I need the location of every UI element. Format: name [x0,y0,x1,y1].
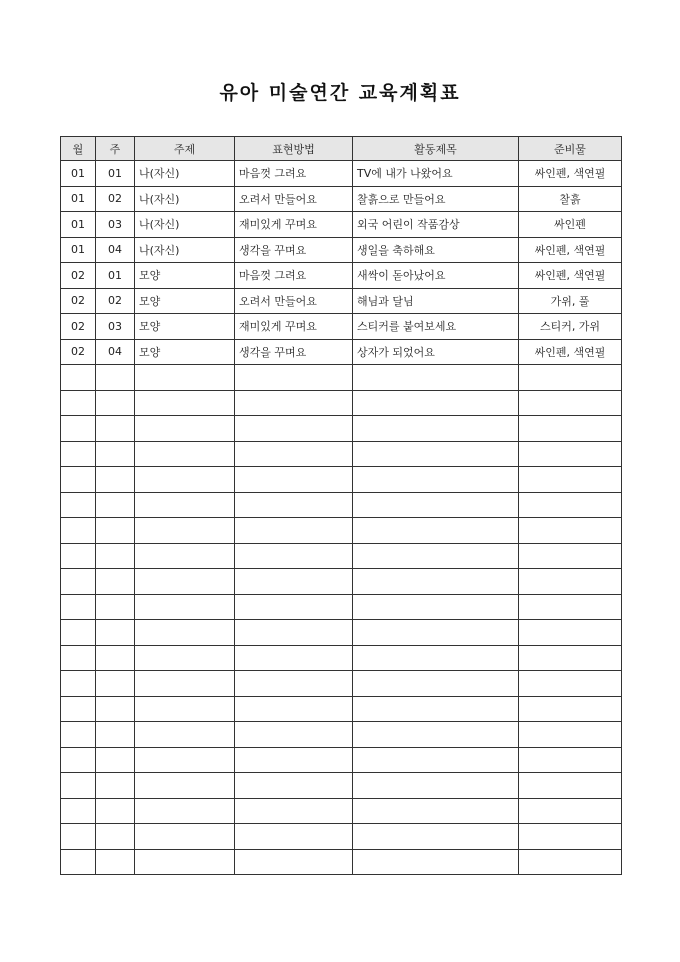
empty-cell [96,773,135,799]
month-cell: 02 [61,263,96,289]
table-body [61,161,622,875]
empty-cell [61,441,96,467]
theme-cell: 나(자신) [135,186,235,212]
empty-cell [353,543,519,569]
empty-cell [519,365,622,391]
empty-cell [235,747,353,773]
empty-cell [96,798,135,824]
empty-cell [235,416,353,442]
table-row [61,314,622,340]
empty-cell [519,645,622,671]
materials-cell: 싸인펜, 색연필 [519,237,622,263]
empty-cell [61,518,96,544]
empty-table-row [61,773,622,799]
empty-cell [96,467,135,493]
materials-cell: 싸인펜 [519,212,622,238]
empty-cell [519,569,622,595]
empty-cell [135,416,235,442]
empty-cell [61,747,96,773]
empty-cell [235,365,353,391]
empty-cell [353,849,519,875]
empty-cell [135,798,235,824]
table-header-row [61,137,622,161]
empty-cell [353,671,519,697]
empty-cell [235,390,353,416]
empty-cell [235,569,353,595]
empty-cell [353,365,519,391]
empty-cell [353,594,519,620]
empty-cell [135,620,235,646]
empty-cell [135,467,235,493]
empty-cell [135,518,235,544]
theme-cell: 모양 [135,339,235,365]
header-month: 월 [61,137,96,161]
table-row [61,339,622,365]
empty-cell [353,518,519,544]
theme-cell: 나(자신) [135,237,235,263]
empty-cell [519,696,622,722]
empty-cell [235,722,353,748]
empty-cell [235,518,353,544]
empty-cell [235,824,353,850]
empty-cell [353,492,519,518]
empty-table-row [61,849,622,875]
header-theme: 주제 [135,137,235,161]
empty-cell [135,492,235,518]
empty-cell [96,824,135,850]
empty-cell [235,620,353,646]
empty-cell [61,365,96,391]
empty-cell [61,543,96,569]
plan-table [60,136,622,875]
empty-cell [135,722,235,748]
method-cell: 재미있게 꾸며요 [235,314,353,340]
empty-cell [96,390,135,416]
week-cell: 03 [96,212,135,238]
table-row [61,288,622,314]
empty-cell [61,467,96,493]
empty-cell [519,824,622,850]
header-method: 표현방법 [235,137,353,161]
month-cell: 01 [61,186,96,212]
empty-cell [353,390,519,416]
empty-cell [135,543,235,569]
empty-cell [519,722,622,748]
empty-cell [61,390,96,416]
empty-cell [96,441,135,467]
method-cell: 마음껏 그려요 [235,161,353,187]
empty-cell [61,671,96,697]
method-cell: 오려서 만들어요 [235,186,353,212]
empty-cell [519,594,622,620]
theme-cell: 나(자신) [135,161,235,187]
empty-cell [96,594,135,620]
empty-cell [96,543,135,569]
empty-cell [519,416,622,442]
empty-cell [96,747,135,773]
theme-cell: 나(자신) [135,212,235,238]
empty-cell [61,594,96,620]
empty-cell [135,671,235,697]
theme-cell: 모양 [135,263,235,289]
activity-cell: 찰흙으로 만들어요 [353,186,519,212]
empty-cell [96,569,135,595]
empty-cell [519,441,622,467]
empty-cell [353,773,519,799]
week-cell: 04 [96,339,135,365]
empty-cell [519,390,622,416]
activity-cell: TV에 내가 나왔어요 [353,161,519,187]
week-cell: 01 [96,161,135,187]
header-week: 주 [96,137,135,161]
empty-cell [135,773,235,799]
empty-table-row [61,824,622,850]
empty-cell [353,620,519,646]
month-cell: 01 [61,212,96,238]
empty-cell [353,441,519,467]
empty-cell [96,620,135,646]
empty-cell [235,594,353,620]
method-cell: 오려서 만들어요 [235,288,353,314]
empty-table-row [61,671,622,697]
empty-cell [61,620,96,646]
theme-cell: 모양 [135,288,235,314]
empty-cell [353,645,519,671]
empty-cell [235,773,353,799]
month-cell: 02 [61,314,96,340]
empty-cell [96,416,135,442]
empty-cell [61,773,96,799]
materials-cell: 찰흙 [519,186,622,212]
empty-cell [61,849,96,875]
empty-cell [96,365,135,391]
empty-cell [135,569,235,595]
empty-table-row [61,722,622,748]
table-row [61,212,622,238]
empty-cell [135,365,235,391]
empty-cell [96,722,135,748]
empty-table-row [61,696,622,722]
empty-table-row [61,645,622,671]
empty-table-row [61,594,622,620]
materials-cell: 싸인펜, 색연필 [519,339,622,365]
activity-cell: 해님과 달님 [353,288,519,314]
empty-table-row [61,467,622,493]
theme-cell: 모양 [135,314,235,340]
empty-cell [235,798,353,824]
empty-cell [61,645,96,671]
empty-cell [519,849,622,875]
table-row [61,237,622,263]
week-cell: 02 [96,288,135,314]
header-activity: 활동제목 [353,137,519,161]
week-cell: 04 [96,237,135,263]
empty-cell [519,620,622,646]
empty-cell [135,594,235,620]
empty-cell [353,569,519,595]
month-cell: 01 [61,237,96,263]
empty-cell [235,696,353,722]
activity-cell: 외국 어린이 작품감상 [353,212,519,238]
empty-table-row [61,441,622,467]
empty-table-row [61,798,622,824]
empty-cell [235,492,353,518]
empty-cell [96,849,135,875]
empty-cell [519,518,622,544]
empty-cell [135,390,235,416]
empty-cell [353,467,519,493]
empty-cell [353,747,519,773]
empty-table-row [61,543,622,569]
month-cell: 02 [61,288,96,314]
empty-cell [61,798,96,824]
empty-cell [519,492,622,518]
empty-cell [519,798,622,824]
empty-cell [61,824,96,850]
empty-table-row [61,390,622,416]
empty-cell [96,696,135,722]
empty-cell [96,645,135,671]
activity-cell: 생일을 축하해요 [353,237,519,263]
empty-cell [519,467,622,493]
empty-cell [519,543,622,569]
empty-cell [135,441,235,467]
activity-cell: 새싹이 돋아났어요 [353,263,519,289]
empty-table-row [61,569,622,595]
empty-cell [353,722,519,748]
empty-cell [135,849,235,875]
method-cell: 마음껏 그려요 [235,263,353,289]
empty-cell [353,696,519,722]
page-title: 유아 미술연간 교육계획표 [219,82,461,104]
empty-cell [61,492,96,518]
empty-cell [235,671,353,697]
table-row [61,186,622,212]
empty-cell [519,671,622,697]
week-cell: 01 [96,263,135,289]
empty-cell [96,671,135,697]
empty-cell [235,543,353,569]
week-cell: 02 [96,186,135,212]
activity-cell: 상자가 되었어요 [353,339,519,365]
materials-cell: 싸인펜, 색연필 [519,263,622,289]
header-materials: 준비물 [519,137,622,161]
empty-table-row [61,747,622,773]
month-cell: 01 [61,161,96,187]
empty-cell [353,416,519,442]
empty-cell [135,696,235,722]
empty-cell [519,747,622,773]
empty-cell [61,722,96,748]
empty-cell [61,569,96,595]
week-cell: 03 [96,314,135,340]
materials-cell: 스티커, 가위 [519,314,622,340]
empty-cell [353,824,519,850]
empty-cell [96,492,135,518]
empty-table-row [61,518,622,544]
empty-cell [353,798,519,824]
empty-table-row [61,620,622,646]
empty-cell [61,416,96,442]
method-cell: 재미있게 꾸며요 [235,212,353,238]
table-row [61,161,622,187]
materials-cell: 가위, 풀 [519,288,622,314]
table-row [61,263,622,289]
method-cell: 생각을 꾸며요 [235,237,353,263]
empty-table-row [61,365,622,391]
empty-cell [519,773,622,799]
empty-cell [135,747,235,773]
empty-table-row [61,492,622,518]
empty-table-row [61,416,622,442]
activity-cell: 스티커를 붙여보세요 [353,314,519,340]
empty-cell [135,824,235,850]
empty-cell [96,518,135,544]
empty-cell [235,441,353,467]
empty-cell [235,849,353,875]
materials-cell: 싸인펜, 색연필 [519,161,622,187]
empty-cell [235,467,353,493]
method-cell: 생각을 꾸며요 [235,339,353,365]
empty-cell [235,645,353,671]
empty-cell [135,645,235,671]
empty-cell [61,696,96,722]
month-cell: 02 [61,339,96,365]
